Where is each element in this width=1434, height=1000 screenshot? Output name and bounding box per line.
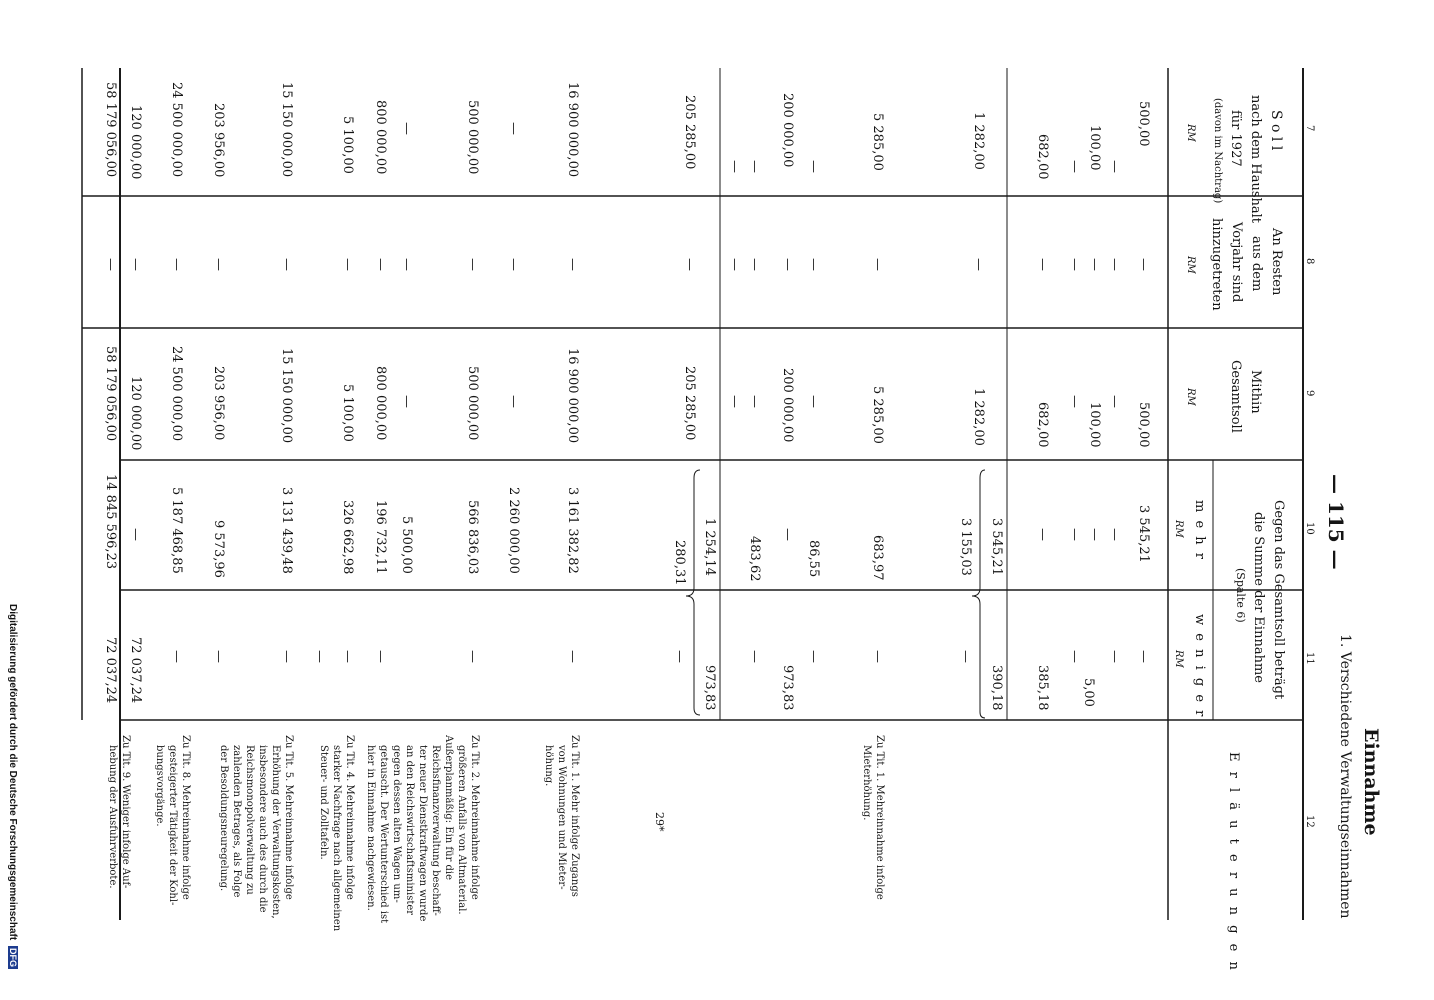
col9-cell: 500 000,00 (465, 366, 480, 441)
col11-label: w e n i g e r (1192, 614, 1207, 719)
col7-cell: — (1107, 160, 1122, 173)
col7-cell: — (727, 160, 742, 173)
col8-cell: — (870, 258, 885, 271)
note-line: gesteigerter Tätigkeit der Kohl- (167, 745, 178, 906)
footer-mark: 29* (653, 812, 666, 832)
col8-cell: — (128, 258, 143, 271)
col7-cell: — (399, 122, 414, 135)
col9-cell: 15 150 000,00 (279, 348, 294, 444)
col7-cell: 500,00 (1136, 101, 1151, 147)
note-line: an den Reichswirtschaftsminister (404, 745, 415, 916)
col7-cell: 5 285,00 (870, 113, 885, 171)
col10-cell: — (1087, 528, 1102, 541)
col10-cell: — (128, 528, 143, 541)
col8-cell: — (727, 258, 742, 271)
note-line: Außerplanmäßig: Ein für die (443, 735, 454, 881)
col8-cell: — (373, 258, 388, 271)
chapter-title: 1. Verschiedene Verwaltungseinnahmen (1337, 634, 1353, 919)
col10-cell: 566 836,03 (465, 500, 480, 575)
col8-cell: — (399, 258, 414, 271)
col11-unit: RM (1173, 650, 1184, 668)
col10-cell: — (1035, 528, 1050, 541)
note-line: Reichsmonopolverwaltung zu (244, 745, 255, 895)
note-line: größeren Anfalls von Altmaterial. (456, 745, 467, 915)
digitization-text: Digitalisierung gefördert durch die Deutsche Forschungsgemeinschaft (7, 604, 18, 941)
col9-cell: 800 000,00 (373, 366, 388, 441)
col10-cell: 483,62 (747, 536, 762, 582)
col9-unit: RM (1185, 388, 1196, 406)
col8-cell: — (506, 258, 521, 271)
col10-cell: 683,97 (870, 535, 885, 581)
col10-cell: — (1067, 528, 1082, 541)
col10-cell: — (1107, 528, 1122, 541)
col10-cell: 3 131 439,48 (279, 487, 294, 574)
col8-cell: — (971, 258, 986, 271)
col11-cell: 385,18 (1035, 665, 1050, 711)
col7-cell: — (747, 160, 762, 173)
col8-cell: — (340, 258, 355, 271)
col8-number: 8 (1304, 258, 1315, 265)
col11-cell: 973,83 (702, 665, 717, 711)
col10-label: m e h r (1192, 500, 1207, 562)
page-number: — 115 — (1324, 474, 1348, 570)
col8-cell: — (465, 258, 480, 271)
col7-header-line: (davon im Nachtrag) (1212, 98, 1223, 204)
col8-cell: — (806, 258, 821, 271)
note-line: Steuer- und Zolltafeln. (318, 745, 329, 860)
note-line: hebung der Ausfuhrverbote. (107, 745, 118, 889)
col9-cell: 5 100,00 (340, 384, 355, 442)
col9-cell: 120 000,00 (128, 376, 143, 451)
col7-cell: 205 285,00 (682, 95, 697, 170)
note-line: Zu Tit. 2. Mehreinnahme infolge (469, 735, 480, 900)
col11-cell: — (747, 650, 762, 663)
col7-unit: RM (1185, 124, 1196, 142)
col11-cell: — (1136, 650, 1151, 663)
note-line: bungsvorgänge. (154, 745, 165, 827)
note-line: gegen dessen alten Wagen um- (391, 745, 402, 903)
col10-11-header-line: (Spalte 6) (1234, 568, 1247, 623)
col8-cell: — (780, 258, 795, 271)
col11-cell: — (565, 650, 580, 663)
col10-cell: 86,55 (806, 540, 821, 578)
col9-cell: 682,00 (1035, 402, 1050, 448)
col9-cell: 100,00 (1087, 402, 1102, 448)
col7-cell: 15 150 000,00 (279, 82, 294, 178)
note-line: Mieterhöhung. (861, 745, 872, 821)
col10-cell: 5 187 468,85 (169, 487, 184, 574)
col7-cell: 16 900 000,00 (565, 82, 580, 178)
col11-cell: 72 037,24 (103, 637, 118, 704)
col7-header-line: für 1927 (1228, 110, 1243, 167)
section-title: Einnahme (1360, 728, 1382, 836)
col11-cell: — (870, 650, 885, 663)
note-line: Reichsfinanzverwaltung beschaff- (430, 745, 441, 916)
col10-unit: RM (1173, 520, 1184, 538)
col10-cell: 196 732,11 (373, 500, 388, 575)
note-line: Zu Tit. 8. Mehreinnahme infolge (180, 735, 191, 900)
col10-number: 10 (1304, 522, 1315, 535)
col7-header-line: nach dem Haushalt (1248, 95, 1263, 224)
note-line: Erhöhung der Verwaltungskosten, (270, 745, 281, 919)
col10-cell: 3 545,21 (989, 518, 1004, 576)
col11-cell: — (211, 650, 226, 663)
col8-cell: — (103, 258, 118, 271)
note-line: Zu Tit. 1. Mehreinnahme infolge (874, 735, 885, 900)
col9-number: 9 (1304, 390, 1315, 397)
col7-cell: 5 100,00 (340, 116, 355, 174)
col9-cell: — (1107, 395, 1122, 408)
col7-cell: — (806, 160, 821, 173)
col8-cell: — (1107, 258, 1122, 271)
col8-header-line: An Resten (1269, 228, 1284, 296)
col9-cell: 24 500 000,00 (169, 346, 184, 442)
note-line: zahlenden Betrages, als Folge (231, 745, 242, 898)
col8-header-line: aus dem (1249, 236, 1264, 292)
col8-cell: — (211, 258, 226, 271)
col10-cell: 5 500,00 (399, 516, 414, 574)
note-line: Zu Tit. 4. Mehreinnahme infolge (344, 735, 355, 900)
col8-cell: — (169, 258, 184, 271)
col7-cell: 800 000,00 (373, 100, 388, 175)
col10-cell: 326 662,98 (340, 500, 355, 575)
col10-cell: 1 254,14 (702, 518, 717, 576)
col9-cell: — (806, 395, 821, 408)
col10-cell: 3 155,03 (958, 518, 973, 576)
col9-cell: 200 000,00 (780, 368, 795, 443)
col8-cell: — (1067, 258, 1082, 271)
col10-cell: 9 573,96 (211, 520, 226, 578)
col9-cell: — (747, 395, 762, 408)
note-line: ter neuer Dienstkraftwagen wurde (417, 745, 428, 922)
col10-cell: 280,31 (672, 540, 687, 586)
col9-cell: 500,00 (1136, 402, 1151, 448)
col11-cell: 72 037,24 (128, 637, 143, 704)
col10-cell: 3 545,21 (1136, 505, 1151, 563)
col11-number: 11 (1304, 652, 1315, 665)
col9-header-line: Gesamtsoll (1228, 360, 1243, 433)
note-line: Zu Tit. 9. Weniger infolge Auf- (120, 735, 131, 889)
col11-cell: — (169, 650, 184, 663)
col7-cell: 100,00 (1087, 125, 1102, 171)
col7-cell: 500 000,00 (465, 100, 480, 175)
col8-cell: — (682, 258, 697, 271)
col10-cell: — (780, 528, 795, 541)
col11-cell: — (806, 650, 821, 663)
col11-cell: — (279, 650, 294, 663)
col9-cell: — (1067, 395, 1082, 408)
col11-cell: — (672, 650, 687, 663)
col11-cell: 973,83 (780, 665, 795, 711)
note-line: der Besoldungsneuregelung. (218, 745, 229, 892)
col11-cell: — (1067, 650, 1082, 663)
note-line: getauscht. Der Wertunterschied ist (378, 745, 389, 924)
col8-cell: — (279, 258, 294, 271)
note-line: höhung. (543, 745, 554, 787)
col9-cell: 203 956,00 (211, 366, 226, 441)
col11-cell: — (958, 650, 973, 663)
col7-cell: 24 500 000,00 (169, 82, 184, 178)
col10-cell: 2 260 000,00 (506, 487, 521, 574)
col8-cell: — (565, 258, 580, 271)
note-line: von Wohnungen und Mieter- (556, 745, 567, 890)
col8-header-line: hinzugetreten (1209, 218, 1224, 311)
col8-cell: — (747, 258, 762, 271)
col7-cell: 120 000,00 (128, 105, 143, 180)
col9-cell: 16 900 000,00 (565, 348, 580, 444)
col9-header-line: Mithin (1248, 370, 1263, 414)
col7-cell: 200 000,00 (780, 93, 795, 168)
col7-cell: 58 179 056,00 (103, 82, 118, 178)
col12-header: E r l ä u t e r u n g e n (1226, 752, 1241, 973)
col8-cell: — (1136, 258, 1151, 271)
col9-cell: 1 282,00 (971, 388, 986, 446)
col7-header-line: S o l l (1268, 110, 1284, 151)
dfg-logo: DFG (8, 947, 18, 967)
col12-number: 12 (1304, 815, 1315, 828)
col8-cell: — (1035, 258, 1050, 271)
note-line: insbesondere auch des durch die (257, 745, 268, 913)
col11-cell: — (465, 650, 480, 663)
col7-number: 7 (1304, 125, 1315, 132)
col9-cell: 58 179 056,00 (103, 346, 118, 442)
note-line: Zu Tit. 5. Mehreinnahme infolge (283, 735, 294, 900)
col9-cell: — (506, 395, 521, 408)
col9-cell: 205 285,00 (682, 366, 697, 441)
col11-cell: 390,18 (989, 665, 1004, 711)
col11-cell: — (312, 650, 327, 663)
col11-cell: — (1107, 650, 1122, 663)
note-line: starker Nachfrage nach allgemeinen (331, 745, 342, 932)
col10-11-header-line: die Summe der Einnahme (1251, 512, 1266, 683)
col7-cell: 203 956,00 (211, 103, 226, 178)
col11-cell: — (340, 650, 355, 663)
note-line: hier in Einnahme nachgewiesen. (365, 745, 376, 911)
col9-cell: 5 285,00 (870, 386, 885, 444)
col7-cell: — (1067, 160, 1082, 173)
col10-cell: 3 161 382,82 (565, 487, 580, 574)
note-line: Zu Tit. 1. Mehr infolge Zugangs (569, 735, 580, 897)
col8-cell: — (1087, 258, 1102, 271)
col7-cell: — (506, 122, 521, 135)
col9-cell: — (727, 395, 742, 408)
col8-unit: RM (1185, 256, 1196, 274)
col9-cell: — (399, 395, 414, 408)
col8-header-line: Vorjahr sind (1229, 222, 1244, 303)
col7-cell: 1 282,00 (971, 112, 986, 170)
col11-cell: 5,00 (1081, 678, 1096, 707)
col11-cell: — (373, 650, 388, 663)
col10-11-header-line: Gegen das Gesamtsoll beträgt (1271, 500, 1286, 700)
col7-cell: 682,00 (1035, 134, 1050, 180)
col10-cell: 14 845 596,23 (103, 474, 118, 570)
